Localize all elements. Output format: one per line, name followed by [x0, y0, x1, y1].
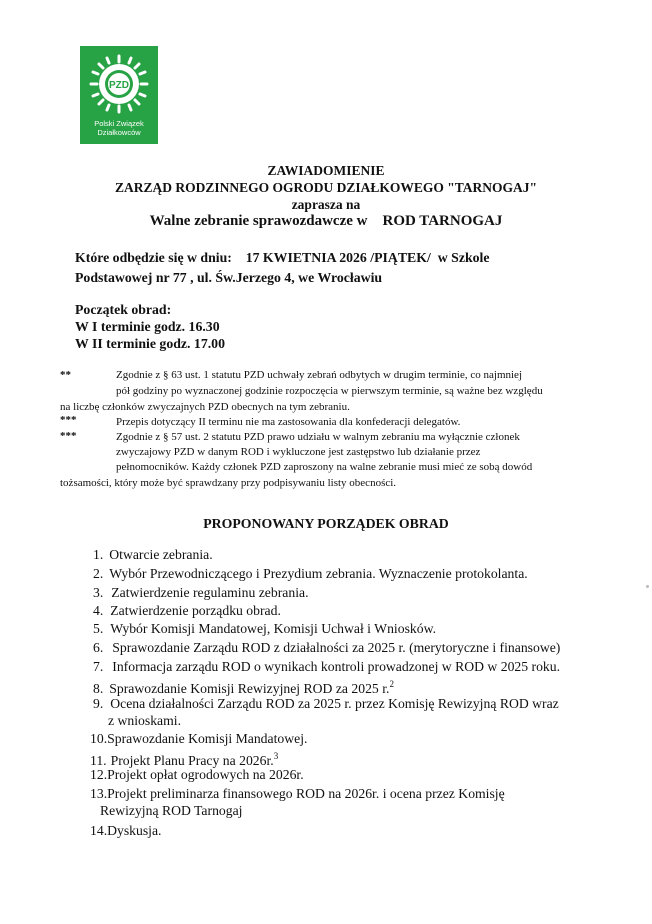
agenda-item: [93, 676, 394, 697]
agenda-item-text: Sprawozdanie Komisji Rewizyjnej ROD za 2025 r.: [109, 680, 390, 696]
start-label: Początek obrad:: [75, 302, 172, 317]
agenda-item-number: 3.: [93, 585, 104, 600]
agenda-item-number: 14.: [90, 823, 108, 838]
agenda-item-text: Sprawozdanie Komisji Mandatowej.: [107, 731, 308, 746]
agenda-heading: PROPONOWANY PORZĄDEK OBRAD: [203, 516, 449, 531]
header-rod-name: ROD TARNOGAJ: [382, 213, 503, 229]
agenda-item: [93, 639, 560, 656]
agenda-item-text: Otwarcie zebrania.: [109, 547, 213, 562]
logo-line-2: Działkowców: [97, 128, 141, 137]
agenda-item: [90, 785, 505, 802]
agenda-item-text: Projekt opłat ogrodowych na 2026r.: [107, 767, 304, 782]
note-3-mark: ***: [60, 430, 77, 442]
note-1-line-3: na liczbę członków zwyczajnych PZD obecnych na tym zebraniu.: [60, 401, 350, 413]
header-meeting-text: Walne zebranie sprawozdawcze w: [149, 213, 368, 229]
agenda-item-number: 11.: [90, 752, 107, 768]
note-1-line-1: Zgodnie z § 63 ust. 1 statutu PZD uchwały zebrań odbytych w drugim terminie, co najmniej: [116, 369, 522, 381]
pzd-logo: [80, 46, 158, 144]
agenda-item-number: 7.: [93, 659, 104, 674]
agenda-item-number: 6.: [93, 640, 104, 655]
note-3-line-3: pełnomocników. Każdy członek PZD zaproszony na walne zebranie musi mieć ze sobą dowód: [116, 461, 533, 473]
agenda-item-text: Ocena działalności Zarządu ROD za 2025 r. przez Komisję Rewizyjną ROD wraz: [110, 696, 559, 711]
agenda-item: [93, 695, 559, 712]
agenda-item: [93, 602, 281, 619]
agenda-item-number: 5.: [93, 621, 104, 636]
agenda-item-text: Wybór Komisji Mandatowej, Komisji Uchwał i Wniosków.: [110, 621, 437, 636]
agenda-item: [90, 822, 161, 839]
note-3-line-1: Zgodnie z § 57 ust. 2 statutu PZD prawo udziału w walnym zebraniu ma wyłącznie członek: [116, 431, 520, 443]
agenda-item-footnote-ref: 2: [389, 679, 394, 689]
start-term-2: W II terminie godz. 17.00: [75, 336, 225, 351]
agenda-item-number: 2.: [93, 566, 104, 581]
agenda-item-continuation: Rewizyjną ROD Tarnogaj: [100, 803, 243, 818]
meeting-place-start: w Szkole: [437, 250, 490, 265]
agenda-item-number: 4.: [93, 603, 104, 618]
header-invites-line: zaprasza na: [291, 197, 361, 212]
agenda-item-number: 12.: [90, 767, 108, 782]
meeting-date-line: [75, 250, 489, 266]
meeting-label: Które odbędzie się w dniu:: [75, 250, 232, 265]
agenda-item: [93, 658, 560, 675]
agenda-item-text: Wybór Przewodniczącego i Prezydium zebrania. Wyznaczenie protokolanta.: [109, 566, 528, 581]
agenda-item-text: Zatwierdzenie regulaminu zebrania.: [111, 585, 309, 600]
logo-glyph: PZD: [109, 80, 129, 91]
agenda-item: [90, 766, 304, 783]
agenda-item: [90, 730, 307, 747]
page-speck: [646, 585, 649, 588]
note-2-mark: ***: [60, 414, 77, 426]
agenda-item: [93, 584, 309, 601]
note-3-line-4: tożsamości, który może być sprawdzany przy podpisywaniu listy obecności.: [60, 477, 397, 489]
agenda-item: [93, 546, 213, 563]
note-2-line-1: Przepis dotyczący II terminu nie ma zastosowania dla konfederacji delegatów.: [116, 416, 461, 428]
agenda-item-text: Zatwierdzenie porządku obrad.: [110, 603, 281, 618]
meeting-date: 17 KWIETNIA 2026 /PIĄTEK/: [245, 250, 431, 265]
agenda-item-text: Informacja zarządu ROD o wynikach kontroli prowadzonej w ROD w 2025 roku.: [112, 659, 561, 674]
agenda-item-footnote-ref: 3: [273, 751, 279, 761]
agenda-item-number: 8.: [93, 680, 104, 696]
note-3-line-2: zwyczajowy PZD w danym ROD i wykluczone jest zastępstwo lub działanie przez: [116, 446, 481, 458]
note-1-mark: **: [60, 369, 71, 381]
agenda-item-number: 9.: [93, 696, 104, 711]
header-board-line: ZARZĄD RODZINNEGO OGRODU DZIAŁKOWEGO "TARNOGAJ": [114, 180, 538, 195]
start-term-1: W I terminie godz. 16.30: [75, 319, 220, 334]
agenda-item-text: Projekt Planu Pracy na 2026r.: [110, 752, 274, 768]
agenda-item-text: Sprawozdanie Zarządu ROD z działalności za 2025 r. (merytoryczne i finansowe): [112, 640, 561, 655]
agenda-item-number: 1.: [93, 547, 104, 562]
logo-line-1: Polski Związek: [94, 119, 144, 128]
agenda-item-text: Projekt preliminarza finansowego ROD na 2026r. i ocena przez Komisję: [107, 786, 505, 801]
agenda-item-number: 13.: [90, 786, 108, 801]
pzd-emblem-icon: [87, 52, 151, 116]
header-meeting-line: [0, 213, 652, 230]
agenda-item: [93, 620, 436, 637]
note-1-line-2: pół godziny po wyznaczonej godzinie rozpoczęcia w pierwszym terminie, są ważne bez względu: [116, 385, 543, 397]
agenda-item-continuation: z wnioskami.: [108, 713, 181, 728]
agenda-item-text: Dyskusja.: [107, 823, 162, 838]
meeting-place: Podstawowej nr 77 , ul. Św.Jerzego 4, we Wrocławiu: [75, 270, 383, 285]
document-title: ZAWIADOMIENIE: [267, 163, 385, 178]
agenda-item: [93, 565, 528, 582]
agenda-item-number: 10.: [90, 731, 108, 746]
